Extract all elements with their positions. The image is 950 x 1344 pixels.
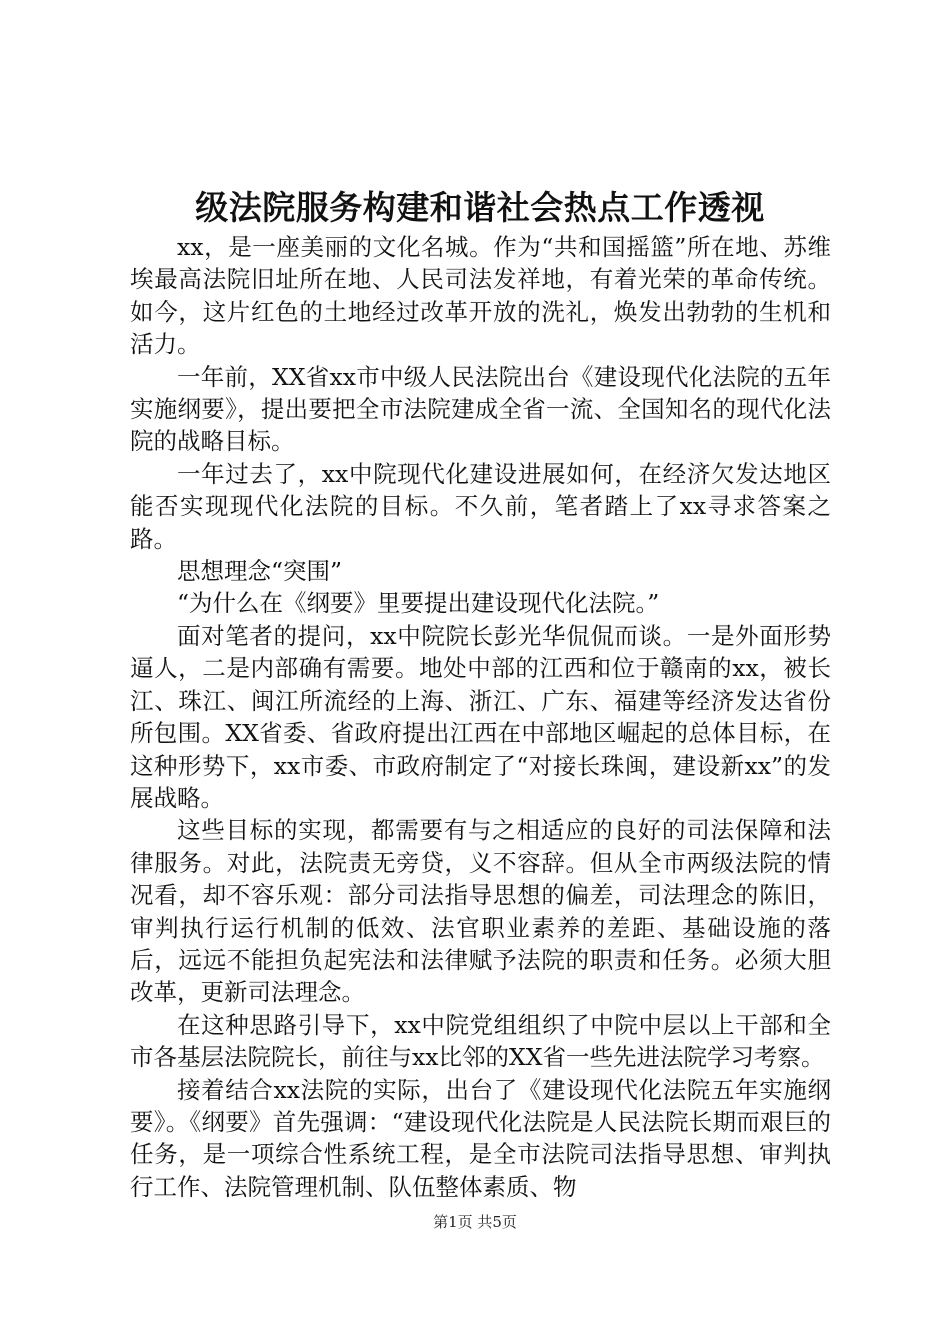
paragraph-8: 在这种思路引导下，xx中院党组组织了中院中层以上干部和全市各基层法院院长，前往与xx比邻的XX省一些先进法院学习考察。 — [130, 1010, 831, 1072]
paragraph-6: 面对笔者的提问，xx中院院长彭光华侃侃而谈。一是外面形势逼人，二是内部确有需要。地处中部的江西和位于赣南的xx，被长江、珠江、闽江所流经的上海、浙江、广东、福建等经济发达省份所包围。XX省委、省政府提出江西在中部地区崛起的总体目标，在这种形势下，xx市委、市政府制定了“对接长珠闽，建设新xx”的发展战略。 — [130, 621, 831, 812]
paragraph-1: xx，是一座美丽的文化名城。作为“共和国摇篮”所在地、苏维埃最高法院旧址所在地、人民司法发祥地，有着光荣的革命传统。如今，这片红色的土地经过改革开放的洗礼，焕发出勃勃的生机和活力。 — [130, 233, 831, 359]
paragraph-7: 这些目标的实现，都需要有与之相适应的良好的司法保障和法律服务。对此，法院责无旁贷，义不容辞。但从全市两级法院的情况看，却不容乐观：部分司法指导思想的偏差，司法理念的陈旧，审判执行运行机制的低效、法官职业素养的差距、基础设施的落后，远远不能担负起宪法和法律赋予法院的职责和任务。必须大胆改革，更新司法理念。 — [130, 816, 831, 1007]
paragraph-quote: “为什么在《纲要》里要提出建设现代化法院。” — [177, 589, 660, 618]
page-footer: 第1页 共5页 — [433, 1213, 517, 1231]
document-body — [130, 231, 831, 1203]
paragraph-2: 一年前，XX省xx市中级人民法院出台《建设现代化法院的五年实施纲要》，提出要把全市法院建成全省一流、全国知名的现代化法院的战略目标。 — [130, 362, 831, 456]
section-heading: 思想理念“突围” — [177, 557, 343, 586]
paragraph-9: 接着结合xx法院的实际，出台了《建设现代化法院五年实施纲要》。《纲要》首先强调：“建设现代化法院是人民法院长期而艰巨的任务，是一项综合性系统工程，是全市法院司法指导思想、审判执行工作、法院管理机制、队伍整体素质、物 — [130, 1075, 831, 1201]
paragraph-3: 一年过去了，xx中院现代化建设进展如何，在经济欠发达地区能否实现现代化法院的目标。不久前，笔者踏上了xx寻求答案之路。 — [130, 459, 831, 553]
document-title: 级法院服务构建和谐社会热点工作透视 — [195, 188, 765, 227]
